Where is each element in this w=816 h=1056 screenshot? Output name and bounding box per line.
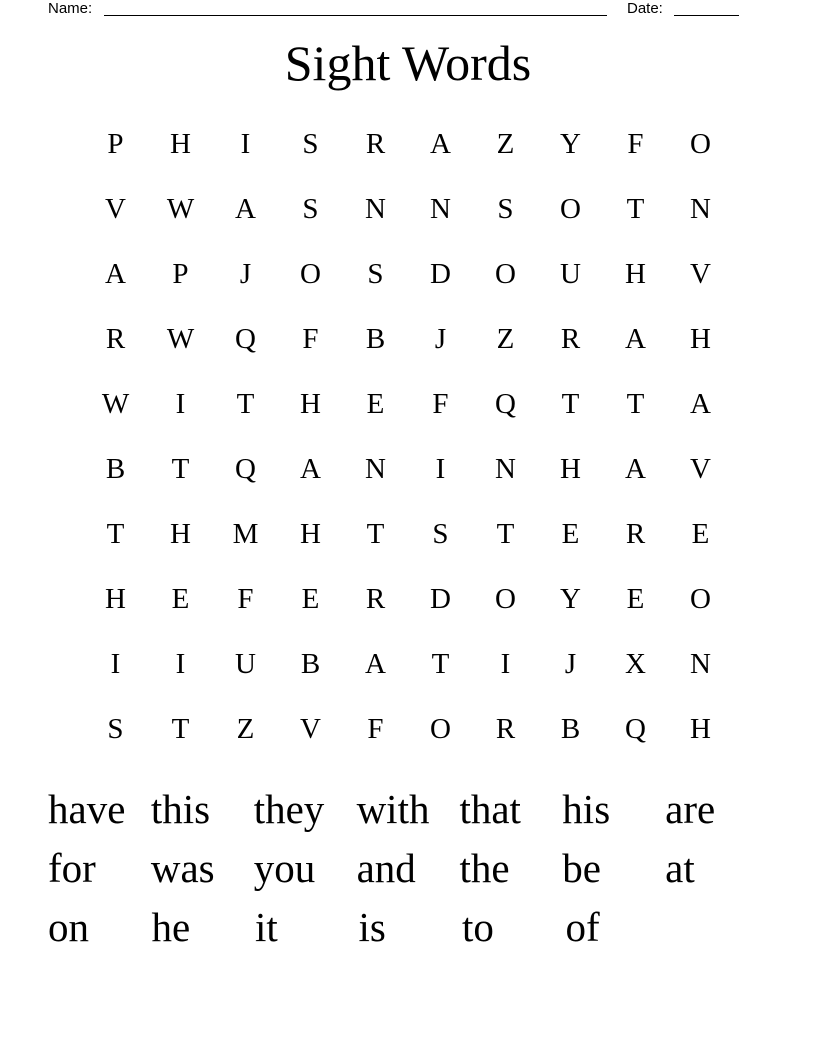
grid-letter: T [366, 518, 385, 550]
grid-letter: I [175, 648, 186, 680]
grid-letter: B [300, 648, 321, 680]
grid-letter: R [105, 323, 126, 355]
grid-letter: A [105, 258, 126, 290]
grid-letter: T [431, 648, 450, 680]
grid-letter: T [106, 518, 125, 550]
grid-row [83, 632, 733, 697]
grid-letter: I [175, 388, 186, 420]
word-bank-item: was [150, 845, 215, 891]
grid-letter: V [300, 713, 321, 745]
word-bank-item: be [562, 845, 601, 891]
word-bank-item: you [253, 845, 316, 891]
word-bank-row [48, 839, 768, 898]
word-bank-item: is [358, 904, 386, 950]
grid-letter: A [690, 388, 711, 420]
grid-letter: O [560, 193, 581, 225]
grid-letter: A [625, 453, 646, 485]
grid-letter: D [430, 258, 451, 290]
grid-letter: N [365, 193, 386, 225]
word-bank-row [48, 780, 768, 839]
grid-letter: R [495, 713, 516, 745]
grid-letter: B [365, 323, 386, 355]
grid-letter: S [302, 193, 319, 225]
grid-letter: T [626, 388, 645, 420]
grid-letter: V [690, 258, 711, 290]
grid-letter: Q [625, 713, 646, 745]
grid-letter: R [625, 518, 646, 550]
grid-row [83, 372, 733, 437]
grid-letter: O [495, 583, 516, 615]
grid-letter: W [166, 193, 195, 225]
word-bank-item: the [459, 845, 510, 891]
grid-letter: T [236, 388, 255, 420]
grid-letter: A [300, 453, 321, 485]
grid-letter: V [690, 453, 711, 485]
grid-row [83, 502, 733, 567]
word-bank-item: with [356, 786, 430, 832]
grid-letter: N [690, 648, 711, 680]
grid-letter: S [367, 258, 384, 290]
date-field-line[interactable] [674, 15, 739, 16]
word-bank-item: they [253, 786, 325, 832]
word-bank-item: at [665, 845, 695, 891]
grid-letter: H [170, 128, 191, 160]
grid-letter: T [171, 713, 190, 745]
grid-letter: H [300, 518, 321, 550]
grid-letter: T [561, 388, 580, 420]
grid-letter: Z [496, 128, 515, 160]
grid-letter: F [367, 713, 384, 745]
grid-letter: O [300, 258, 321, 290]
grid-row [83, 242, 733, 307]
grid-letter: W [101, 388, 130, 420]
word-bank-item: of [565, 904, 600, 950]
grid-letter: Q [235, 453, 256, 485]
grid-letter: F [432, 388, 449, 420]
grid-letter: O [430, 713, 451, 745]
word-bank-item: that [459, 786, 521, 832]
word-bank-item: for [48, 845, 96, 891]
grid-letter: E [626, 583, 645, 615]
word-bank-item: on [48, 904, 89, 950]
word-bank-item: this [150, 786, 211, 832]
grid-letter: S [497, 193, 514, 225]
word-bank-item: and [356, 845, 416, 891]
grid-letter: J [434, 323, 447, 355]
grid-letter: I [435, 453, 446, 485]
word-bank-item: to [462, 904, 494, 950]
grid-letter: F [627, 128, 644, 160]
grid-letter: N [430, 193, 451, 225]
grid-letter: F [237, 583, 254, 615]
grid-row [83, 697, 733, 762]
grid-letter: R [365, 583, 386, 615]
word-bank-item: he [151, 904, 191, 950]
grid-letter: E [171, 583, 190, 615]
grid-letter: H [170, 518, 191, 550]
grid-letter: H [625, 258, 646, 290]
grid-letter: O [495, 258, 516, 290]
grid-letter: T [626, 193, 645, 225]
grid-letter: W [166, 323, 195, 355]
grid-letter: R [560, 323, 581, 355]
grid-letter: T [496, 518, 515, 550]
grid-letter: P [172, 258, 189, 290]
word-bank-item: his [562, 786, 611, 832]
grid-letter: J [564, 648, 577, 680]
name-label: Name: [48, 0, 93, 17]
grid-row [83, 112, 733, 177]
word-bank-item: are [665, 786, 716, 832]
grid-letter: S [432, 518, 449, 550]
grid-letter: N [495, 453, 516, 485]
grid-letter: E [366, 388, 385, 420]
grid-letter: V [105, 193, 126, 225]
grid-letter: R [365, 128, 386, 160]
grid-letter: N [690, 193, 711, 225]
grid-letter: P [107, 128, 124, 160]
grid-letter: B [560, 713, 581, 745]
grid-letter: H [105, 583, 126, 615]
grid-letter: M [232, 518, 259, 550]
grid-letter: A [625, 323, 646, 355]
letter-grid [83, 112, 733, 762]
grid-letter: X [625, 648, 646, 680]
grid-row [83, 177, 733, 242]
grid-letter: H [690, 713, 711, 745]
grid-letter: A [430, 128, 451, 160]
grid-letter: E [691, 518, 710, 550]
grid-letter: F [302, 323, 319, 355]
grid-letter: J [239, 258, 252, 290]
word-bank-item: it [255, 904, 278, 950]
grid-letter: Y [560, 128, 581, 160]
grid-letter: E [301, 583, 320, 615]
grid-row [83, 567, 733, 632]
grid-letter: Z [496, 323, 515, 355]
grid-letter: O [690, 128, 711, 160]
grid-letter: A [365, 648, 386, 680]
grid-letter: S [302, 128, 319, 160]
name-field-line[interactable] [104, 15, 607, 16]
grid-letter: I [500, 648, 511, 680]
grid-row [83, 437, 733, 502]
grid-letter: I [110, 648, 121, 680]
grid-letter: U [235, 648, 256, 680]
grid-letter: O [690, 583, 711, 615]
page-title: Sight Words [284, 35, 532, 91]
grid-letter: S [107, 713, 124, 745]
grid-letter: H [560, 453, 581, 485]
grid-letter: H [300, 388, 321, 420]
grid-letter: Q [235, 323, 256, 355]
word-bank-item: have [48, 786, 126, 832]
grid-letter: Q [495, 388, 516, 420]
word-bank [48, 780, 768, 957]
grid-letter: A [235, 193, 256, 225]
word-bank-row [48, 898, 768, 957]
grid-letter: Y [560, 583, 581, 615]
grid-letter: I [240, 128, 251, 160]
grid-letter: U [560, 258, 581, 290]
grid-letter: B [105, 453, 126, 485]
grid-letter: D [430, 583, 451, 615]
worksheet-header [0, 0, 816, 20]
date-label: Date: [627, 0, 663, 17]
grid-letter: E [561, 518, 580, 550]
grid-letter: H [690, 323, 711, 355]
grid-letter: N [365, 453, 386, 485]
grid-letter: Z [236, 713, 255, 745]
grid-row [83, 307, 733, 372]
grid-letter: T [171, 453, 190, 485]
